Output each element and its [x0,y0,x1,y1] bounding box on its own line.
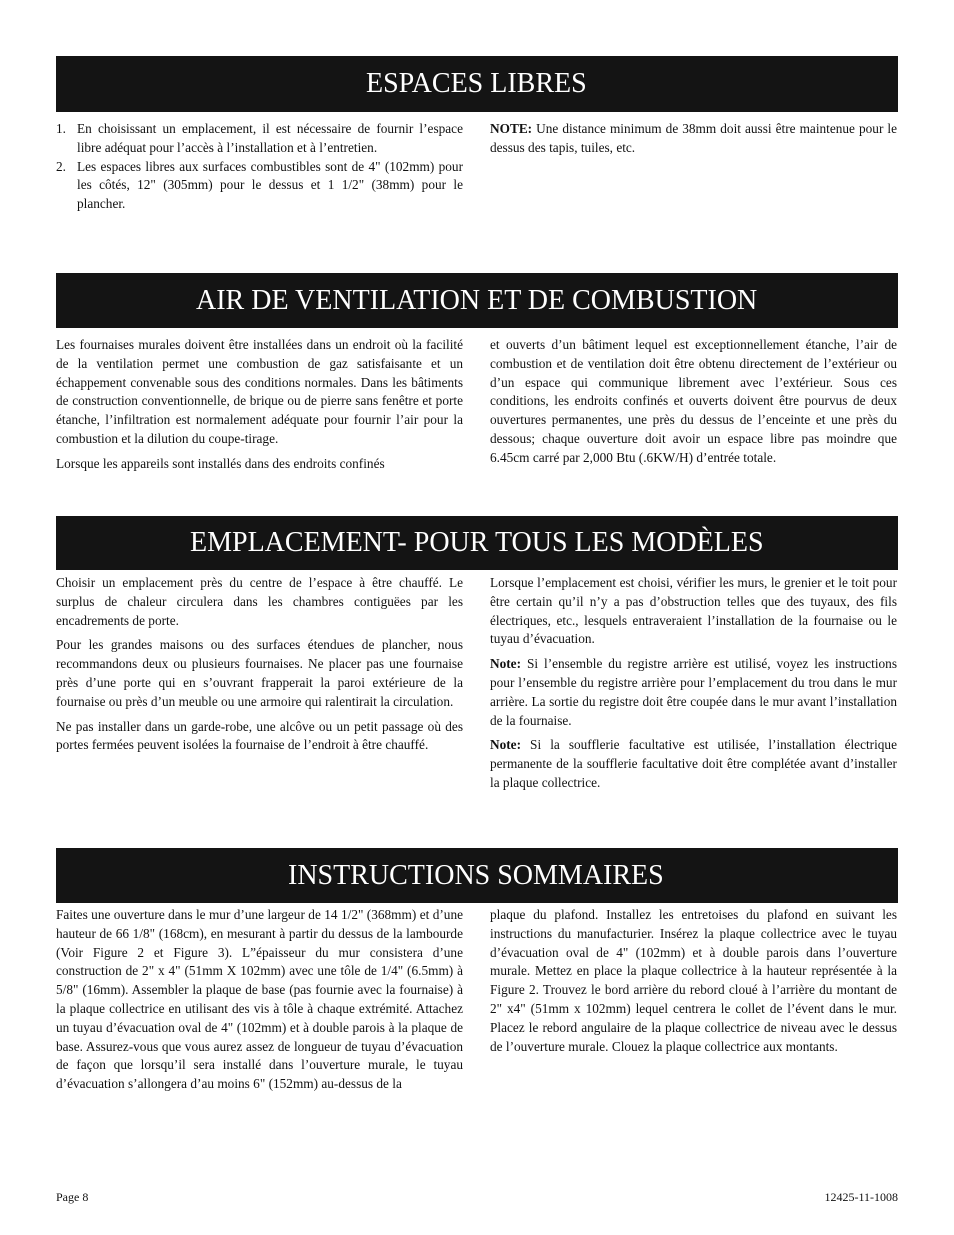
section-header-espaces-libres [56,56,898,112]
emplacement-col-right [490,574,897,799]
instructions-col-right [490,906,897,1062]
espaces-list [56,120,463,214]
paragraph: Faites une ouverture dans le mur d’une largeur de 14 1/2" (368mm) et d’une hauteur de 66 1/8" (168cm), en mesurant à partir du dessus de la lambourde (Voir Figure 2 et Figure 3). L”épaisseur du mur consistera d’une construction de 2" x 4" (51mm X 102mm) avec une tôle de 1/4" (6.5mm) à 5/8" (16mm). Assembler la plaque de base (pas fournie avec la fournaise) à la plaque collectrice en utilisant des vis à tôle à chaque extrémité. Attachez un tuyau d’évacuation oval de 4" (102mm) et à double parois à la plaque de base. Assurez-vous que vous aurez assez de longueur de tuyau d’évacuation de façon que lorsqu’il sera installé dans l’ouverture murale, le tuyau d’évacuation s’allongera d’au moins 6" (152mm) au-dessus de la [56,907,463,1092]
paragraph: Pour les grandes maisons ou des surfaces étendues de plancher, nous recommandons deux ou plusieurs fournaises. Ne placer pas une fournaise près d’une porte qui en s’ouvrant frapperait la paroi extérieure de la fournaise ou près d’un meuble ou une armoire qui ralentirait la circulation. [56,637,463,709]
section-header-air-ventilation [56,273,898,328]
paragraph: Ne pas installer dans un garde-robe, une alcôve ou un petit passage où des portes fermées peuvent isolées la fournaise de l’endroit à être chauffé. [56,718,463,753]
air-col-left [56,336,463,480]
note-paragraph: Note: Si l’ensemble du registre arrière est utilisé, voyez les instructions pour l’ensemble du registre arrière pour l’emplacement du trou dans le mur arrière. La sortie du registre doit être coupée dans le mur avant l’installation de la fournaise. [490,656,897,728]
espaces-note [490,120,897,164]
page-number: Page 8 [56,1190,89,1204]
paragraph: Les fournaises murales doivent être installées dans un endroit où la facilité de la ventilation permet une combustion de gaz satisfaisante et un échappement convenable sous des conditions normales. Dans les bâtiments de construction conventionnelle, de brique ou de pierre sans fenêtre et porte étanche, l’infiltration est normalement adéquate pour fournir l’air pour la combustion et la dilution du coupe-tirage. [56,337,463,446]
instructions-col-left [56,906,463,1100]
paragraph: et ouverts d’un bâtiment lequel est exceptionnellement étanche, l’air de combustion et de ventilation doit être obtenu directement de l’extérieur ou d’un espace qui communique librement avec l’extérieur. Sous ces conditions, les endroits confinés et ouverts doivent être pourvus de deux ouvertures permanentes, une près du dessus de l’enceinte et une près du dessous; chaque ouverture doit avoir un espace libre pas moindre que 6.45cm carré par 2,000 Btu (.6KW/H) d’entrée totale. [490,337,897,465]
section-title: INSTRUCTIONS SOMMAIRES [288,859,664,891]
section-header-instructions [56,848,898,903]
note-paragraph: NOTE: Une distance minimum de 38mm doit aussi être maintenue pour le dessus des tapis, tuiles, etc. [490,121,897,155]
paragraph: Lorsque les appareils sont installés dans des endroits confinés [56,455,385,471]
section-header-emplacement [56,516,898,570]
emplacement-col-left [56,574,463,761]
note-paragraph: Note: Si la soufflerie facultative est utilisée, l’installation électrique permanente de la soufflerie facultative doit être complétée avant d’installer la plaque collectrice. [490,737,897,790]
section-title: AIR DE VENTILATION ET DE COMBUSTION [196,284,758,316]
paragraph: Lorsque l’emplacement est choisi, vérifier les murs, le grenier et le toit pour être certain qu’il n’y a pas d’obstruction telles que des tuyaux, des fils électriques, etc., lesquels entraveraient l’installation de la fournaise ou le tuyau d’évacuation. [490,575,897,647]
list-item: 1. En choisissant un emplacement, il est nécessaire de fournir l’espace libre adéquat pour l’accès à l’installation et à l’entretien. [56,121,463,155]
section-title: ESPACES LIBRES [366,68,587,99]
document-code: 12425-11-1008 [824,1190,898,1204]
paragraph: Choisir un emplacement près du centre de l’espace à être chauffé. Le surplus de chaleur circulera dans les chambres contiguëes par les encadrements de porte. [56,575,463,628]
section-title: EMPLACEMENT- POUR TOUS LES MODÈLES [190,527,764,558]
air-col-right [490,336,897,474]
paragraph: plaque du plafond. Installez les entretoises du plafond en suivant les instructions du manufacturier. Insérez la plaque collectrice avec le tuyau d’évacuation oval de 4" (102mm) et à double parois dans l’ouverture murale. Mettez en place la plaque collectrice à la hauteur représentée à la Figure 2. Trouvez le bord arrière du rebord cloué à l’arrière du montant de 2" x4" (51mm x 102mm) lequel centrera le collet de l’évent dans le mur. Placez le rebord angulaire de la plaque collectrice de niveau avec le dessus de l’ouverture murale. Clouez la plaque collectrice aux montants. [490,907,897,1054]
list-item: 2. Les espaces libres aux surfaces combustibles sont de 4" (102mm) pour les côtés, 12" (305mm) pour le dessus et 1 1/2" (38mm) pour le plancher. [56,158,463,212]
